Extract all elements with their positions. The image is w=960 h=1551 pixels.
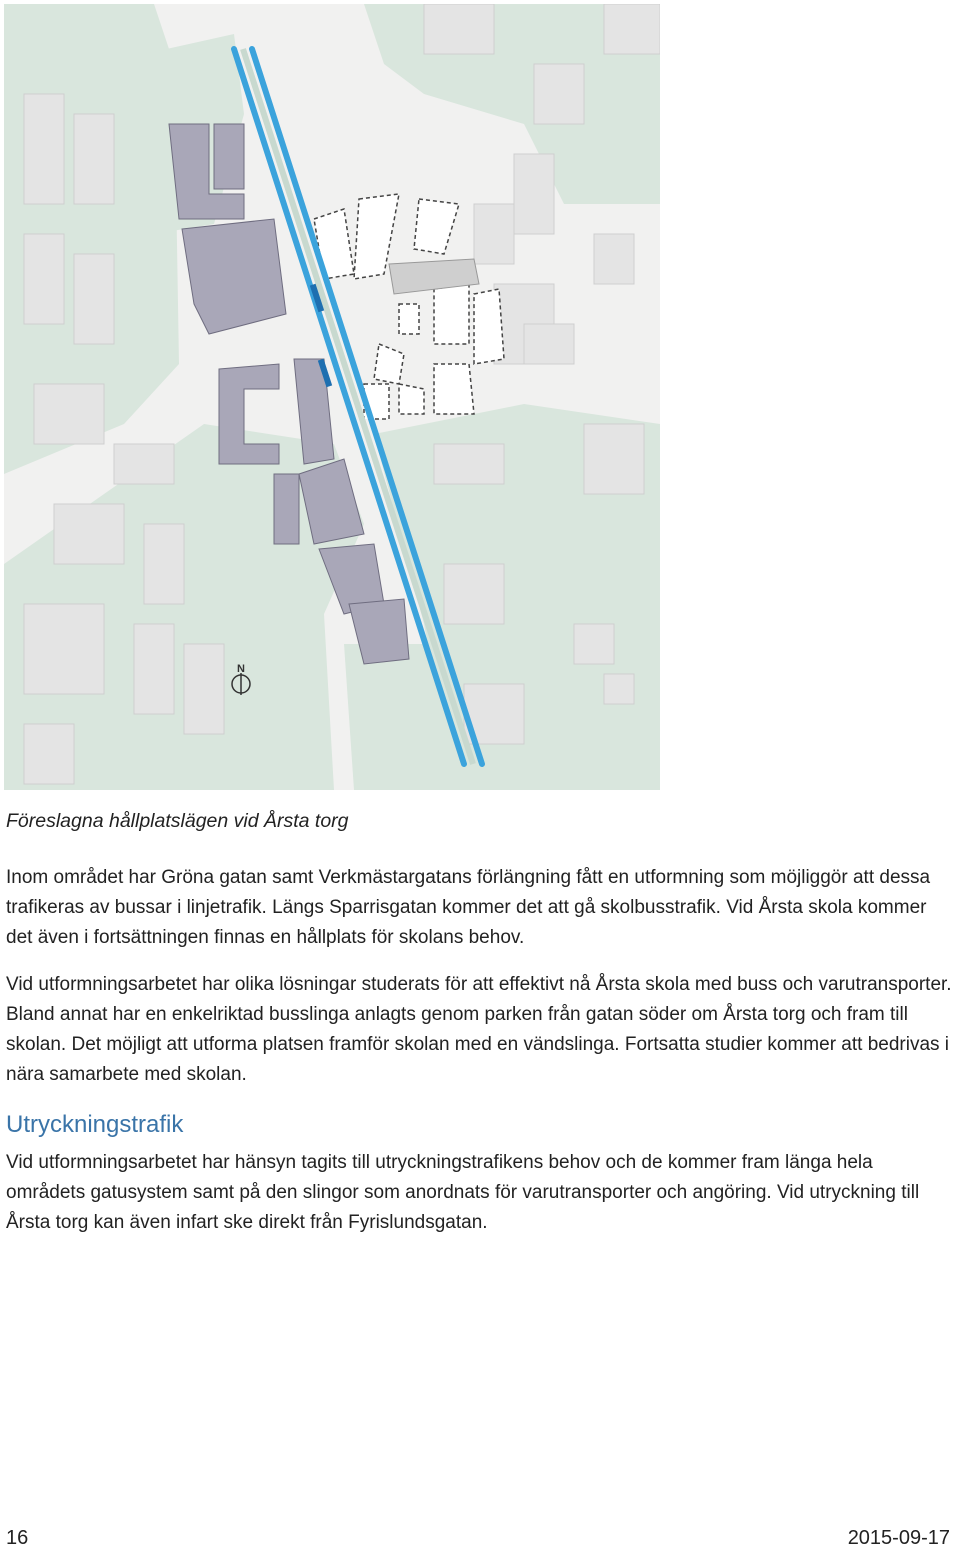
page-number: 16 <box>6 1527 29 1549</box>
svg-text:N: N <box>237 663 245 675</box>
site-plan-map <box>4 4 660 790</box>
site-plan-svg <box>4 4 660 790</box>
paragraph-3: Vid utformningsarbetet har hänsyn tagits till utryckningstrafikens behov och de kommer fram länga hela områdets gatusystem samt på den slingor som anordnats för varutransporter och angöring. Vid utryckning till Årsta torg kan även infart ske direkt från Fyrislundsgatan. <box>6 1152 920 1233</box>
paragraph-2: Vid utformningsarbetet har olika lösningar studerats för att effektivt nå Årsta skola med buss och varutransporter. Bland annat har en enkelriktad busslinga anlagts genom parken från gatan söder om Årsta torg och fram till skolan. Det möjligt att utforma platsen framför skolan med en vändslinga. Fortsatta studier kommer att bedrivas i nära samarbete med skolan. <box>6 974 952 1085</box>
footer-date: 2015-09-17 <box>847 1527 950 1549</box>
paragraph-1: Inom området har Gröna gatan samt Verkmästargatans förlängning fått en utformning som möjliggör att dessa trafikeras av bussar i linjetrafik. Längs Sparrisgatan kommer det att gå skolbusstrafik. Vid Årsta skola kommer det även i fortsättningen finnas en hållplats för skolans behov. <box>6 867 931 948</box>
map-caption: Föreslagna hållplatslägen vid Årsta torg <box>6 810 349 832</box>
section-heading: Utryckningstrafik <box>6 1111 184 1138</box>
